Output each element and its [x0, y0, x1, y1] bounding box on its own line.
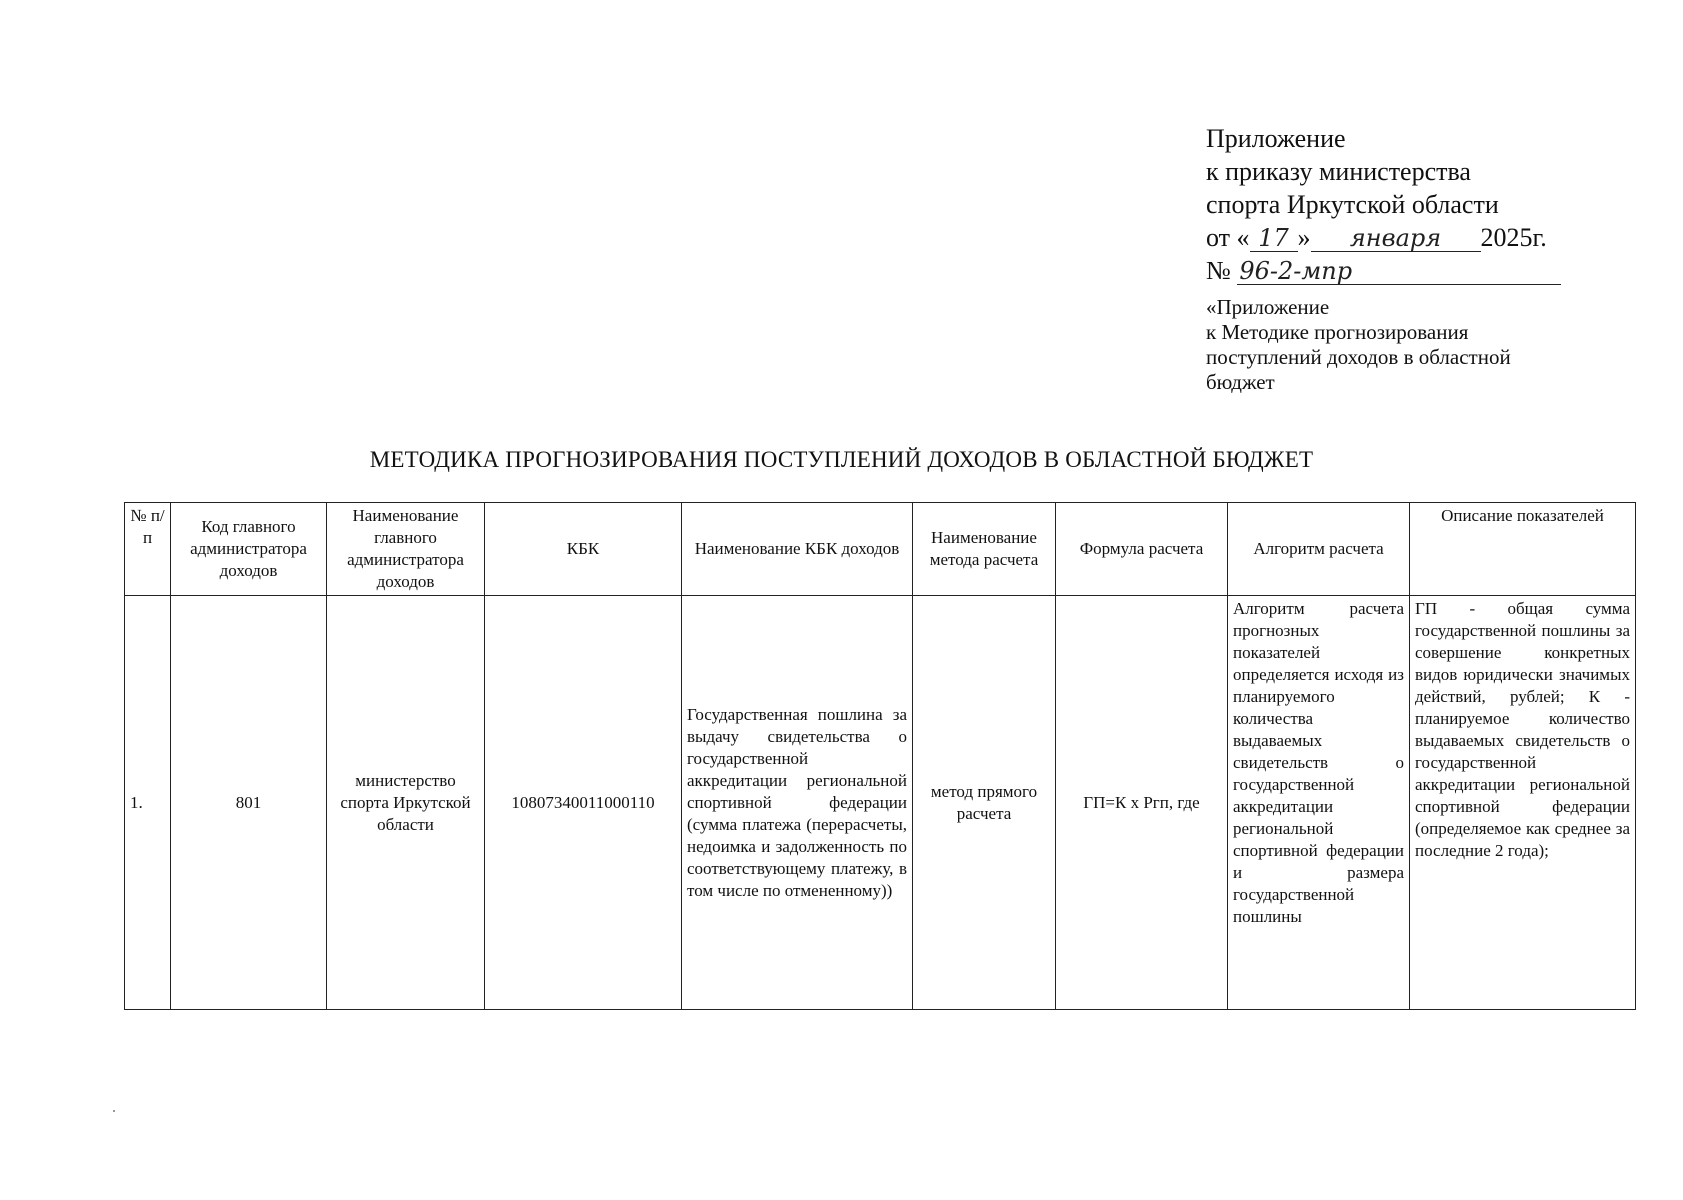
header-admin-name: Наименование главного администратора доходов	[327, 503, 485, 596]
header-admin-code: Код главного администратора доходов	[171, 503, 327, 596]
cell-kbk: 10807340011000110	[485, 596, 682, 1010]
cell-admin-code: 801	[171, 596, 327, 1010]
cell-admin-name: министерство спорта Иркутской области	[327, 596, 485, 1010]
scan-speck	[113, 1110, 115, 1112]
approval-date-line	[1206, 221, 1626, 254]
appendix-line-4: бюджет	[1206, 370, 1275, 394]
number-prefix: №	[1206, 256, 1231, 285]
table-header-row	[125, 503, 1636, 596]
cell-num: 1.	[125, 596, 171, 1010]
cell-formula: ГП=К х Ргп, где	[1056, 596, 1228, 1010]
order-number-handwritten: 96-2-мпр	[1237, 258, 1561, 285]
approval-number-line	[1206, 254, 1626, 287]
cell-method-name: метод прямого расчета	[913, 596, 1056, 1010]
date-prefix: от «	[1206, 223, 1250, 252]
appendix-line-1: «Приложение	[1206, 295, 1330, 319]
header-method-name: Наименование метода расчета	[913, 503, 1056, 596]
date-day-handwritten: 17	[1250, 225, 1298, 252]
table-row	[125, 596, 1636, 1010]
header-kbk: КБК	[485, 503, 682, 596]
appendix-line-2: к Методике прогнозирования	[1206, 320, 1469, 344]
date-year: 2025г.	[1480, 223, 1547, 252]
date-month-handwritten: января	[1311, 225, 1481, 252]
header-num: № п/п	[125, 503, 171, 596]
header-algorithm: Алгоритм расчета	[1228, 503, 1410, 596]
approval-line-1: Приложение	[1206, 124, 1346, 153]
cell-kbk-name: Государственная пошлина за выдачу свидетельства о государственной аккредитации региональной спортивной федерации (сумма платежа (перерасчеты, недоимка и задолженность по соответствующему платежу, в том числе по отмененному))	[682, 596, 913, 1010]
appendix-line-3: поступлений доходов в областной	[1206, 345, 1511, 369]
date-mid: »	[1297, 223, 1311, 252]
approval-block	[1206, 122, 1626, 287]
approval-line-2: к приказу министерства	[1206, 157, 1471, 186]
cell-description: ГП - общая сумма государственной пошлины за совершение конкретных видов юридически значимых действий, рублей; К - планируемое количество выдаваемых свидетельств о государственной аккредитации региональной спортивной федерации (определяемое как среднее за последние 2 года);	[1410, 596, 1636, 1010]
header-formula: Формула расчета	[1056, 503, 1228, 596]
header-description: Описание показателей	[1410, 503, 1636, 596]
document-title: МЕТОДИКА ПРОГНОЗИРОВАНИЯ ПОСТУПЛЕНИЙ ДОХОДОВ В ОБЛАСТНОЙ БЮДЖЕТ	[369, 447, 1314, 472]
header-kbk-name: Наименование КБК доходов	[682, 503, 913, 596]
approval-line-3: спорта Иркутской области	[1206, 190, 1499, 219]
appendix-block	[1206, 295, 1626, 395]
cell-algorithm: Алгоритм расчета прогнозных показателей определяется исходя из планируемого количества выдаваемых свидетельств о государственной аккредитации региональной спортивной федерации и размера государственной пошлины	[1228, 596, 1410, 1010]
methodology-table	[124, 502, 1636, 1010]
